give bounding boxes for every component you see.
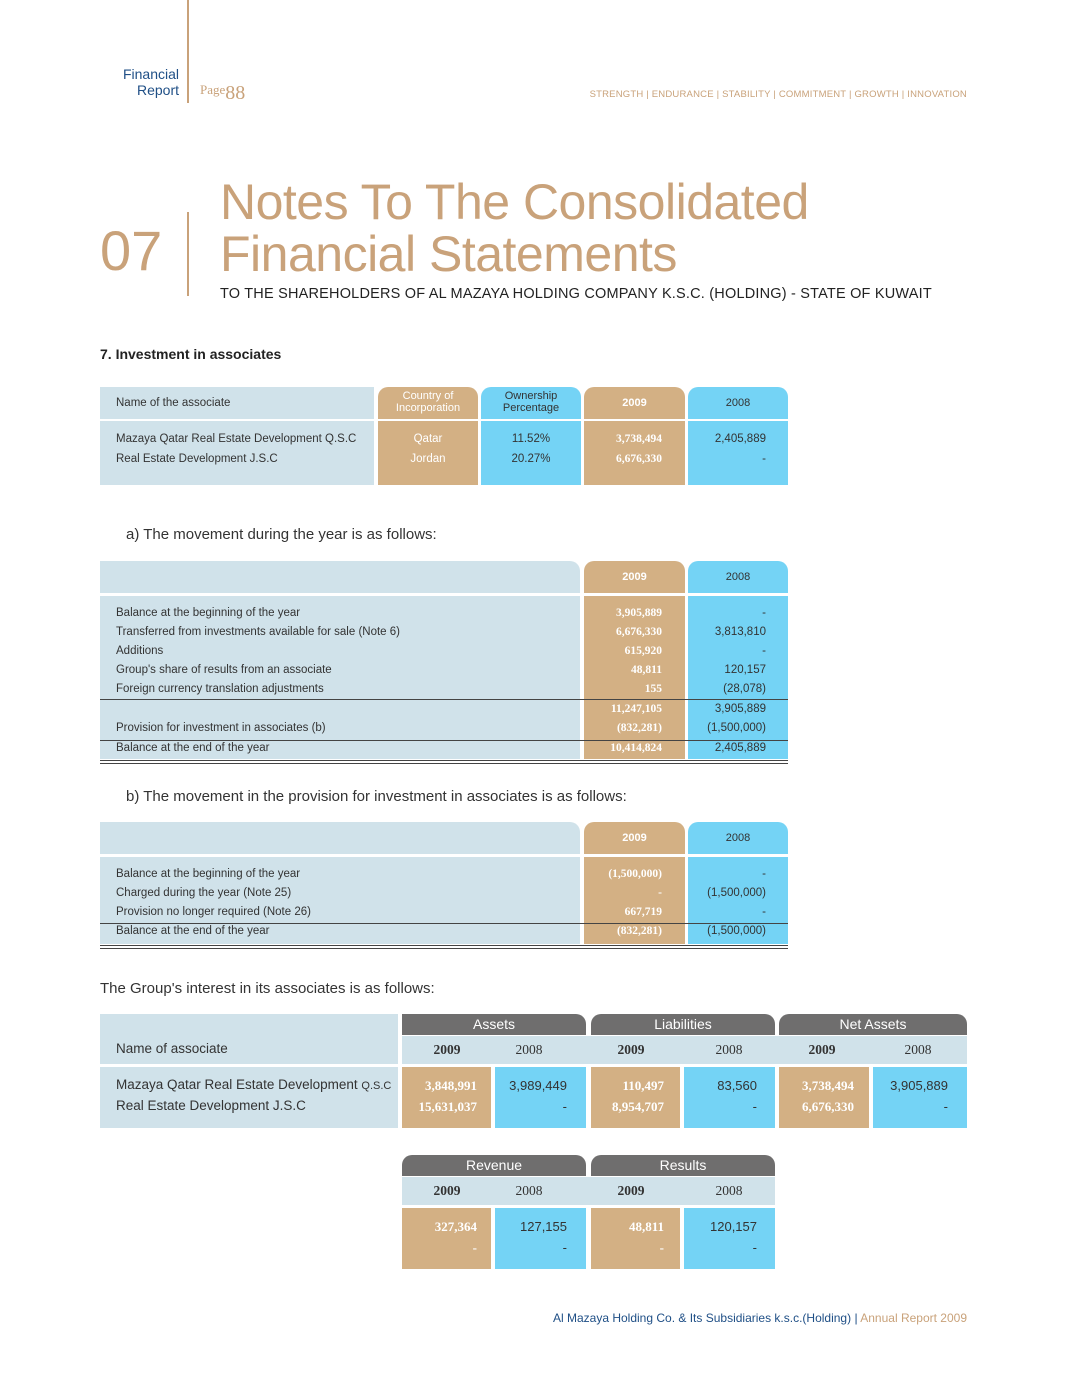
group-header-liabilities: Liabilities	[591, 1014, 775, 1035]
liabilities-2009-header: 2009	[617, 1042, 645, 1057]
table-row-2009: 3,738,494	[616, 433, 662, 445]
net-2009-col	[779, 1067, 869, 1128]
table-row-revenue-2009: 327,364	[434, 1219, 477, 1234]
table-row-results-2009: 48,811	[628, 1219, 664, 1234]
header-2009: 2009	[584, 387, 685, 419]
table-row-2009: (832,281)	[616, 925, 662, 937]
double-rule-bottom	[100, 948, 788, 949]
page-title	[220, 176, 809, 280]
table-row-label: Balance at the beginning of the year	[116, 868, 301, 880]
table-row-2008: -	[762, 868, 766, 880]
liabilities-2009-col	[591, 1067, 680, 1128]
group-header-revenue: Revenue	[402, 1155, 586, 1176]
movement-a-label-col	[100, 596, 580, 759]
table-row-name: Real Estate Development J.S.C	[116, 1098, 306, 1113]
table-row-name: Real Estate Development J.S.C	[116, 453, 278, 465]
page-number: 88	[225, 82, 246, 104]
movement-b-intro: b) The movement in the provision for investment in associates is as follows:	[126, 788, 627, 805]
movement-b-header-label	[100, 822, 580, 854]
footer-report: Annual Report 2009	[860, 1311, 967, 1325]
liabilities-2008-header: 2008	[715, 1042, 743, 1057]
movement-a-header-2009: 2009	[584, 561, 685, 593]
net-2008-col	[873, 1067, 967, 1128]
results-2009-header: 2009	[617, 1183, 645, 1198]
group-header-net-assets: Net Assets	[779, 1014, 967, 1035]
results-2008-header: 2008	[715, 1183, 743, 1198]
table-row-liab-2009: 8,954,707	[612, 1099, 664, 1114]
revenue-2009-col	[402, 1208, 491, 1269]
table-row-name-suffix: Q.S.C	[361, 1080, 392, 1092]
net-2009-header: 2009	[808, 1042, 836, 1057]
table-row-2009: 11,247,105	[610, 703, 662, 715]
assets-2008-header: 2008	[515, 1042, 543, 1057]
table-row-assets-2009: 15,631,037	[418, 1099, 477, 1114]
subtotal-rule	[100, 699, 788, 700]
table-row-label: Additions	[116, 645, 164, 657]
table-row-2008: (1,500,000)	[707, 722, 766, 734]
interest-name-header-cell	[100, 1014, 398, 1064]
page-subtitle: TO THE SHAREHOLDERS OF AL MAZAYA HOLDING COMPANY K.S.C. (HOLDING) - STATE OF KUWAIT	[220, 286, 932, 302]
table-row-2008: 3,813,810	[714, 626, 766, 638]
section-label	[105, 66, 179, 98]
page-prefix: Page	[200, 82, 226, 97]
results-2008-col	[684, 1208, 775, 1269]
movement-a-2008-col	[688, 596, 788, 759]
group-header-assets: Assets	[402, 1014, 586, 1035]
table-row-net-2008: -	[943, 1099, 948, 1114]
page-footer	[553, 1311, 967, 1325]
footer-company: Al Mazaya Holding Co. & Its Subsidiaries k.s.c.(Holding)	[552, 1311, 852, 1325]
table-row-2009: 48,811	[631, 664, 662, 676]
double-rule-bottom	[100, 763, 788, 764]
table-row-2009: (1,500,000)	[608, 868, 662, 880]
table-row-net-2009: 6,676,330	[802, 1099, 854, 1114]
table-row-2009: 10,414,824	[610, 742, 662, 754]
table-row-2008: -	[762, 607, 766, 619]
table-row-label: Charged during the year (Note 25)	[116, 887, 292, 899]
assets-2008-col	[495, 1067, 586, 1128]
table-row-2009: 615,920	[624, 645, 662, 657]
revenue-2008-col	[495, 1208, 586, 1269]
table-row-results-2009: -	[659, 1240, 664, 1255]
table-row-label: Transferred from investments available for sale (Note 6)	[116, 626, 400, 638]
table-row-2008: 2,405,889	[714, 433, 766, 445]
movement-a-2009-col	[584, 596, 685, 759]
assets-2009-col	[402, 1067, 491, 1128]
movement-b-header-2009: 2009	[584, 822, 685, 854]
table-row-label: Balance at the beginning of the year	[116, 607, 301, 619]
net-2008-header: 2008	[904, 1042, 932, 1057]
table-row-net-2009: 3,738,494	[802, 1078, 854, 1093]
results-2009-col	[591, 1208, 680, 1269]
table-row-liab-2008: -	[752, 1099, 757, 1114]
header-2008: 2008	[688, 387, 788, 419]
movement-a-header-label	[100, 561, 580, 593]
table-row-revenue-2008: -	[562, 1240, 567, 1255]
table-row-2009: (832,281)	[616, 722, 662, 734]
total-rule	[100, 923, 788, 924]
table-row-name	[116, 1077, 391, 1092]
table-row-label: Foreign currency translation adjustments	[116, 683, 324, 695]
table-row-liab-2008: 83,560	[717, 1078, 757, 1093]
table-row-country: Qatar	[413, 433, 443, 445]
table-row-2008: 3,905,889	[714, 703, 766, 715]
header-name: Name of the associate	[116, 397, 231, 409]
header-country-l1: Country of	[402, 390, 454, 402]
header-divider	[187, 0, 189, 103]
title-line-1: Notes To The Consolidated	[220, 174, 809, 230]
movement-b-header-2008: 2008	[688, 822, 788, 854]
table-row-net-2008: 3,905,889	[890, 1078, 948, 1093]
table-row-2008: -	[762, 453, 766, 465]
table-row-2008: (1,500,000)	[707, 925, 766, 937]
table-row-results-2008: -	[752, 1240, 757, 1255]
table-row-liab-2009: 110,497	[622, 1078, 664, 1093]
revenue-2009-header: 2009	[433, 1183, 461, 1198]
footer-separator: |	[854, 1311, 858, 1325]
tagline: STRENGTH | ENDURANCE | STABILITY | COMMITMENT | GROWTH | INNOVATION	[589, 89, 967, 100]
revenue-2008-header: 2008	[515, 1183, 543, 1198]
table-row-2008: 2,405,889	[714, 742, 766, 754]
total-rule	[100, 740, 788, 741]
table-row-2009: 6,676,330	[616, 626, 662, 638]
table-row-name: Mazaya Qatar Real Estate Development Q.S.C	[116, 433, 357, 445]
table-row-2009: 3,905,889	[616, 607, 662, 619]
table-row-assets-2008: 3,989,449	[509, 1078, 567, 1093]
header-country	[378, 387, 478, 419]
table-row-label: Balance at the end of the year	[116, 742, 270, 754]
double-rule-top	[100, 945, 788, 946]
table-row-2008: (28,078)	[723, 683, 766, 695]
header-country-l2: Incorporation	[395, 402, 461, 414]
header-ownership-l1: Ownership	[504, 390, 558, 402]
table-row-label: Balance at the end of the year	[116, 925, 270, 937]
movement-a-header-2008: 2008	[688, 561, 788, 593]
table-row-2008: -	[762, 906, 766, 918]
table-row-assets-2008: -	[562, 1099, 567, 1114]
table-row-ownership: 20.27%	[511, 453, 551, 465]
table-row-revenue-2009: -	[472, 1240, 477, 1255]
table-row-name-main: Mazaya Qatar Real Estate Development	[116, 1077, 358, 1092]
table-row-revenue-2008: 127,155	[520, 1219, 567, 1234]
table-row-2008: (1,500,000)	[707, 887, 766, 899]
section-label-line1: Financial	[122, 66, 179, 82]
interest-name-header: Name of associate	[116, 1041, 228, 1056]
table-row-2009: 6,676,330	[616, 453, 662, 465]
movement-a-intro: a) The movement during the year is as follows:	[126, 526, 437, 543]
section-heading: 7. Investment in associates	[100, 346, 282, 362]
table-row-label: Provision for investment in associates (b)	[116, 722, 326, 734]
assets-2009-header: 2009	[433, 1042, 461, 1057]
table-row-2008: -	[762, 645, 766, 657]
table-row-ownership: 11.52%	[511, 433, 551, 445]
interest-intro: The Group's interest in its associates is as follows:	[100, 980, 435, 997]
chapter-number: 07	[100, 219, 163, 282]
title-line-2: Financial Statements	[220, 226, 677, 282]
table-row-2008: 120,157	[724, 664, 766, 676]
table-row-2009: 667,719	[624, 906, 662, 918]
table-row-assets-2009: 3,848,991	[425, 1078, 477, 1093]
group-header-results: Results	[591, 1155, 775, 1176]
table-row-label: Group's share of results from an associate	[116, 664, 332, 676]
table-row-2009: 155	[644, 683, 662, 695]
header-ownership	[481, 387, 581, 419]
chapter-divider	[187, 212, 189, 296]
header-ownership-l2: Percentage	[502, 402, 560, 414]
table-row-results-2008: 120,157	[710, 1219, 757, 1234]
page-indicator	[200, 82, 246, 104]
table-row-2009: -	[658, 887, 662, 899]
liabilities-2008-col	[684, 1067, 775, 1128]
section-label-line2: Report	[136, 82, 179, 98]
table-row-label: Provision no longer required (Note 26)	[116, 906, 311, 918]
double-rule-top	[100, 760, 788, 761]
table-row-country: Jordan	[410, 453, 446, 465]
